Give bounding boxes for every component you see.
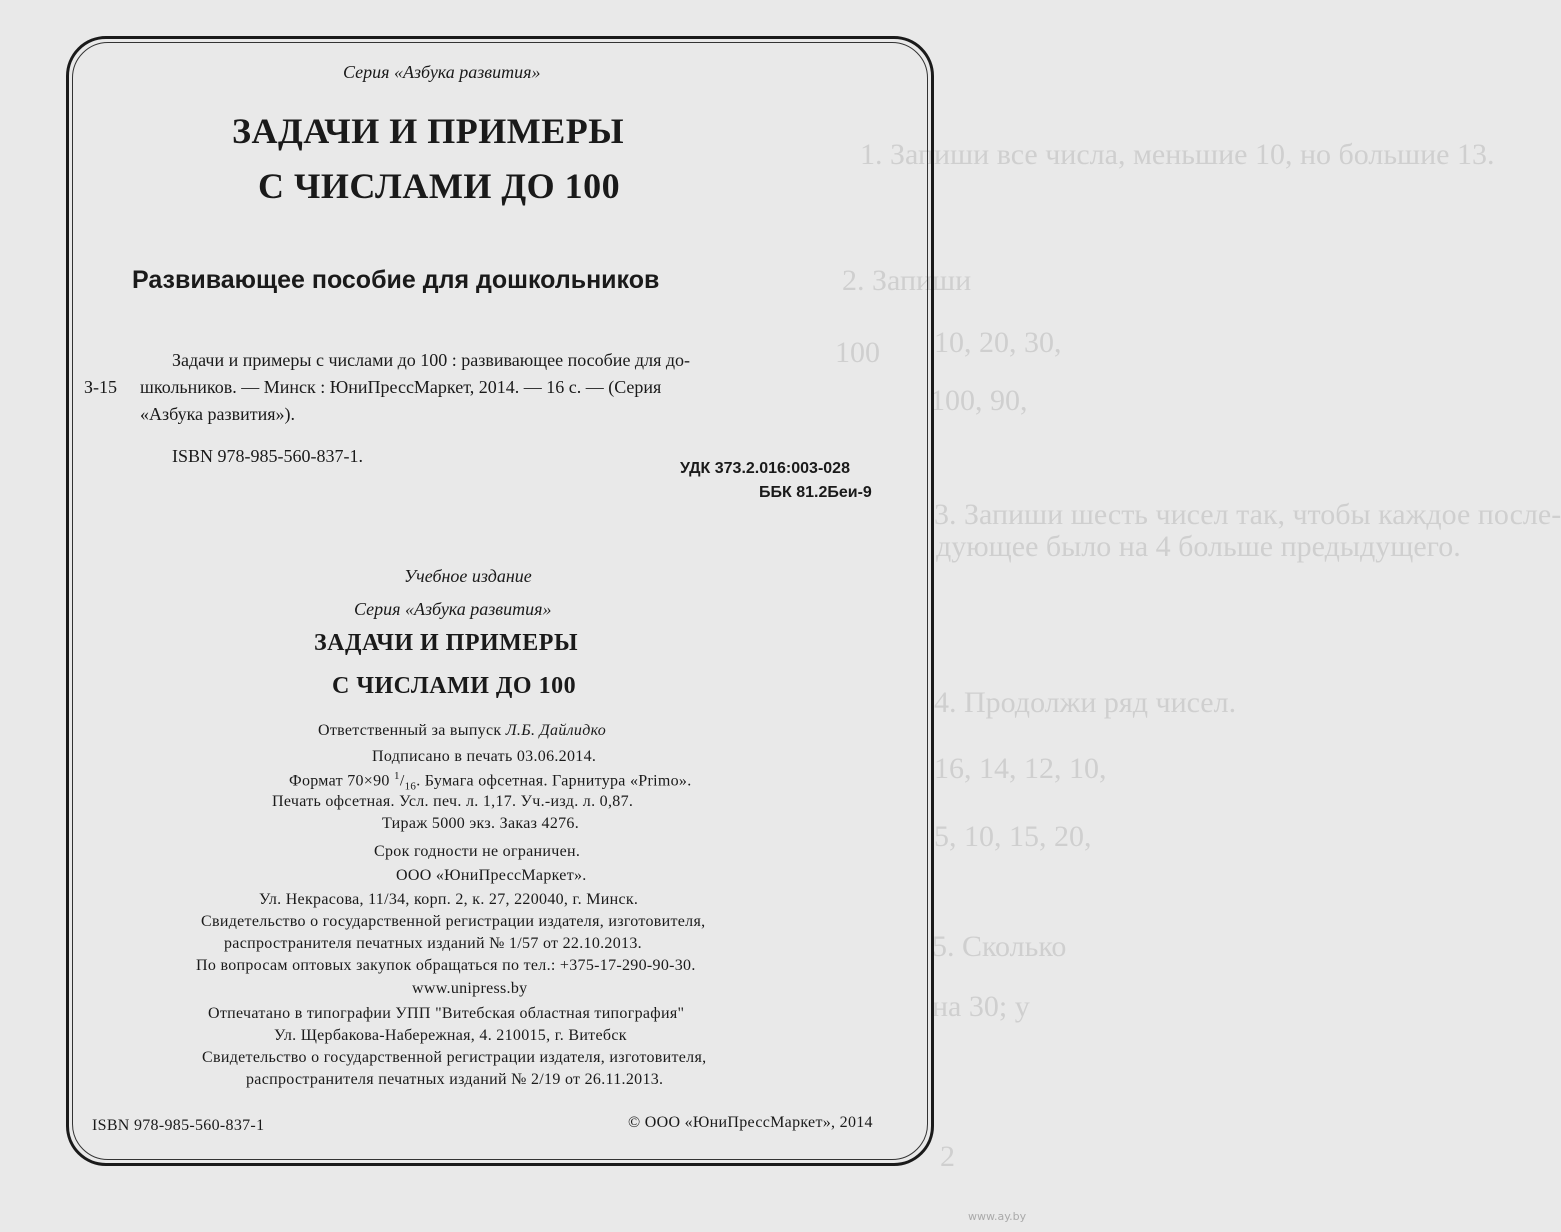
ghost-line: 1. Запиши все числа, меньшие 10, но большие 13. [860,138,1495,171]
cert2-line2: распространителя печатных изданий № 2/19 от 26.11.2013. [246,1071,664,1088]
print-specs: Печать офсетная. Усл. печ. л. 1,17. Уч.-изд. л. 0,87. [272,793,634,810]
ghost-line: 16, 14, 12, 10, [934,752,1107,785]
cert2-line1: Свидетельство о государственной регистрации издателя, изготовителя, [202,1049,707,1066]
ghost-line: 5. Сколько [932,930,1067,963]
ghost-line: 4. Продолжи ряд чисел. [934,686,1237,719]
print-run: Тираж 5000 экз. Заказ 4276. [382,815,580,832]
format-line: Формат 70×90 $^1/_{16}$. Бумага офсетная. Гарнитура «Primo». [289,770,692,793]
imprint-series: Серия «Азбука развития» [354,599,552,619]
catalog-line3: «Азбука развития»). [140,404,296,424]
format-suffix: . Бумага офсетная. Гарнитура «Primo». [416,772,692,790]
imprint-title-line1: ЗАДАЧИ И ПРИМЕРЫ [314,630,579,656]
responsible-name: Л.Б. Дайлидко [505,722,607,739]
ghost-line: 5, 10, 15, 20, [934,820,1092,853]
edition-type: Учебное издание [404,566,532,586]
responsible-label: Ответственный за выпуск [318,722,502,739]
signed-date: Подписано в печать 03.06.2014. [372,748,597,765]
book-title-line2: С ЧИСЛАМИ ДО 100 [258,166,621,206]
printer-address: Ул. Щербакова-Набережная, 4. 210015, г. Витебск [274,1027,627,1044]
ghost-line: 3. Запиши шесть чисел так, чтобы каждое после- [934,498,1561,531]
format-prefix: Формат 70×90 [289,772,390,790]
catalog-line1: Задачи и примеры с числами до 100 : развивающее пособие для до- [172,350,691,370]
responsible-line [318,722,606,740]
publisher-address: Ул. Некрасова, 11/34, корп. 2, к. 27, 220040, г. Минск. [259,891,639,908]
ghost-line: 100 [835,336,880,369]
format-denominator: 16 [404,780,417,793]
publisher-name: ООО «ЮниПрессМаркет». [396,867,587,884]
footer-copyright: © ООО «ЮниПрессМаркет», 2014 [628,1114,873,1131]
bbk-code: ББК 81.2Беи-9 [759,484,872,501]
catalog-isbn: ISBN 978-985-560-837-1. [172,446,363,466]
wholesale-contact: По вопросам оптовых закупок обращаться по тел.: +375-17-290-90-30. [196,957,696,974]
catalog-code: З-15 [84,377,118,397]
catalog-line2: школьников. — Минск : ЮниПрессМаркет, 2014. — 16 с. — (Серия [140,377,662,397]
ghost-line: на 30; у [932,990,1030,1023]
book-title-line1: ЗАДАЧИ И ПРИМЕРЫ [232,111,625,151]
ghost-line: 10, 20, 30, [934,326,1062,359]
book-subtitle: Развивающее пособие для дошкольников [132,266,660,294]
ghost-line: 2 [940,1140,955,1173]
footer-isbn: ISBN 978-985-560-837-1 [92,1117,265,1134]
ghost-line: дующее было на 4 больше предыдущего. [936,530,1461,563]
udk-code: УДК 373.2.016:003-028 [680,460,850,477]
shelf-life: Срок годности не ограничен. [374,843,581,860]
website: www.unipress.by [412,980,528,997]
ghost-line: 100, 90, [930,384,1028,417]
watermark: www.ay.by [968,1210,1027,1223]
cert1-line2: распространителя печатных изданий № 1/57 от 22.10.2013. [224,935,642,952]
format-numerator: 1 [394,770,400,782]
cert1-line1: Свидетельство о государственной регистрации издателя, изготовителя, [201,913,706,930]
ghost-line: 2. Запиши [842,264,972,297]
imprint-title-line2: С ЧИСЛАМИ ДО 100 [332,673,577,699]
printer-name: Отпечатано в типографии УПП "Витебская областная типография" [208,1005,685,1022]
series-label: Серия «Азбука развития» [343,62,541,82]
